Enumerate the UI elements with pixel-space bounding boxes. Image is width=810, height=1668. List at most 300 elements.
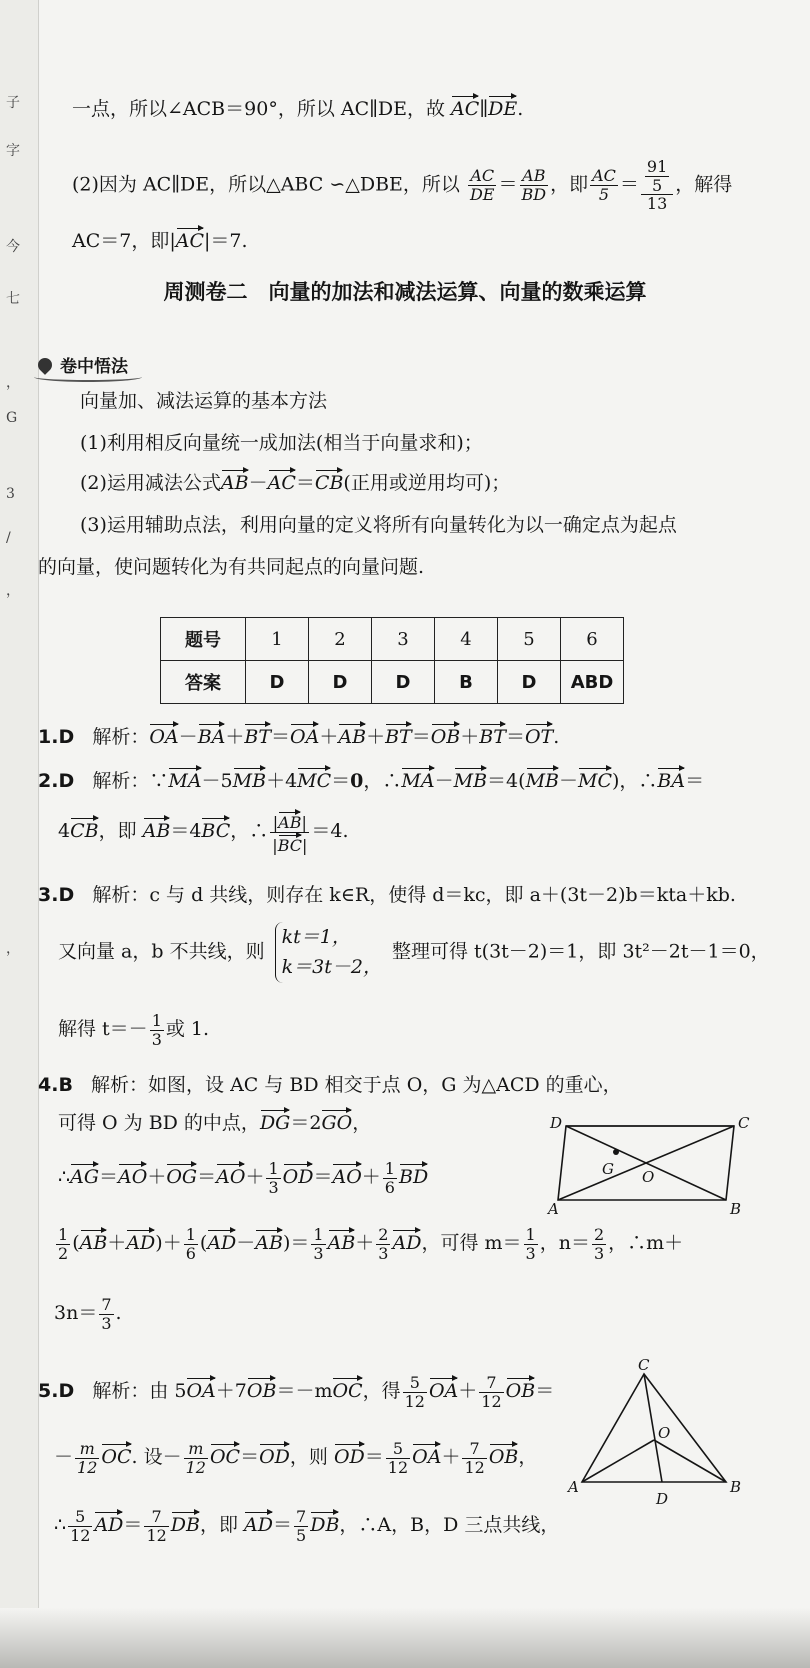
text: ＋ bbox=[355, 1232, 375, 1255]
vector: BC bbox=[201, 816, 230, 842]
numerator: AC bbox=[592, 166, 616, 186]
table-row bbox=[161, 618, 624, 661]
vector: BT bbox=[479, 722, 506, 748]
text: 可得 O 为 BD 的中点， bbox=[58, 1112, 260, 1134]
numerator: |AB| bbox=[270, 810, 309, 833]
equation: kt＝1， bbox=[281, 926, 351, 948]
text: |＝7. bbox=[204, 230, 248, 252]
numerator: 1 bbox=[313, 1225, 324, 1244]
text: ＋ bbox=[458, 1380, 478, 1403]
vector: OA bbox=[186, 1376, 215, 1402]
text: ＝ bbox=[331, 770, 351, 792]
text: ＋ bbox=[361, 1166, 381, 1189]
method-tag bbox=[38, 352, 128, 377]
text: － bbox=[236, 1232, 256, 1255]
vector: OA bbox=[412, 1442, 441, 1468]
vector: AB bbox=[143, 816, 171, 842]
text: ＝－m bbox=[276, 1380, 333, 1403]
vector: OC bbox=[332, 1376, 362, 1402]
numerator: 7 bbox=[144, 1508, 168, 1527]
text: ( bbox=[72, 1232, 80, 1255]
segment-ob bbox=[654, 1440, 726, 1482]
fraction bbox=[524, 1226, 538, 1262]
denominator: 12 bbox=[70, 1525, 91, 1545]
text: ＋ bbox=[245, 1166, 265, 1189]
text: 又向量 a，b 不共线，则 bbox=[58, 940, 265, 963]
denominator: 5 bbox=[652, 175, 663, 195]
header-cell: 题号 bbox=[161, 618, 246, 661]
vector: AO bbox=[216, 1162, 245, 1188]
method-intro: 向量加、减法运算的基本方法 bbox=[80, 390, 328, 412]
prev-line-3 bbox=[72, 226, 248, 253]
denominator: 5 bbox=[296, 1525, 307, 1545]
text: )＝ bbox=[282, 1232, 310, 1255]
text: ＋ bbox=[225, 726, 245, 748]
numerator: AB bbox=[520, 167, 549, 186]
text: ，可得 m＝ bbox=[421, 1232, 522, 1255]
text: ＝ bbox=[685, 770, 705, 792]
label-b: B bbox=[730, 1478, 742, 1496]
q4-line-2 bbox=[58, 1108, 371, 1135]
numerator: 2 bbox=[593, 1225, 605, 1244]
text: － bbox=[54, 1446, 74, 1469]
text: ，n＝ bbox=[539, 1232, 590, 1255]
vector: OB bbox=[506, 1376, 536, 1402]
prev-line-2 bbox=[72, 158, 732, 213]
text: . bbox=[517, 98, 524, 120]
text: ，则 bbox=[289, 1446, 334, 1469]
vector: DB bbox=[310, 1510, 339, 1536]
question-cell: 2 bbox=[309, 618, 372, 661]
vector: OA bbox=[149, 722, 178, 748]
text: ∴ bbox=[58, 1166, 71, 1189]
text: ， bbox=[518, 1446, 538, 1469]
label-o: O bbox=[658, 1424, 671, 1442]
text: － bbox=[248, 472, 268, 494]
vector: AC bbox=[176, 226, 204, 252]
vector: MC bbox=[578, 766, 612, 792]
answer-cell: ABD bbox=[561, 661, 624, 704]
numerator bbox=[641, 158, 673, 195]
text: ，∴A，B，D 三点共线， bbox=[339, 1514, 560, 1537]
text: ， bbox=[352, 1112, 372, 1134]
text: ＝ bbox=[498, 173, 518, 196]
q2-line-1 bbox=[38, 766, 704, 793]
vector: GO bbox=[321, 1108, 352, 1134]
vector: AD bbox=[126, 1228, 155, 1254]
label-d: D bbox=[550, 1114, 563, 1132]
vector: BA bbox=[657, 766, 685, 792]
numerator: 1 bbox=[185, 1225, 196, 1244]
text: ＝4. bbox=[311, 820, 349, 843]
text: ＝ bbox=[535, 1380, 555, 1403]
page-bottom-shadow bbox=[0, 1608, 810, 1668]
vector: OC bbox=[210, 1442, 240, 1468]
denominator: 5 bbox=[598, 184, 610, 204]
text: (正用或逆用均可)； bbox=[343, 472, 511, 494]
header-cell: 答案 bbox=[161, 661, 246, 704]
fraction bbox=[99, 1296, 113, 1332]
fraction bbox=[266, 1160, 280, 1196]
q5-line-1 bbox=[38, 1374, 554, 1410]
text: ＝ bbox=[411, 726, 431, 748]
vector: OB bbox=[489, 1442, 519, 1468]
vector: AC bbox=[451, 94, 479, 120]
vector: OG bbox=[166, 1162, 197, 1188]
vector: MC bbox=[297, 766, 331, 792]
text: (2)因为 AC∥DE，所以△ABC ∽△DBE，所以 bbox=[72, 173, 460, 196]
method-3b: 的向量，使问题转化为有共同起点的向量问题. bbox=[38, 556, 425, 578]
text: ，即 bbox=[200, 1514, 245, 1537]
text: ＋ bbox=[107, 1232, 127, 1255]
gutter-mark: 3 bbox=[6, 486, 15, 502]
question-cell: 4 bbox=[435, 618, 498, 661]
denominator: 6 bbox=[185, 1243, 196, 1263]
text: 3n＝ bbox=[54, 1302, 98, 1325]
vector: OD bbox=[334, 1442, 365, 1468]
text: ＋ bbox=[366, 726, 386, 748]
text: ( bbox=[199, 1232, 208, 1255]
text: )，∴ bbox=[612, 770, 658, 792]
label-d: D bbox=[656, 1490, 669, 1508]
label-c: C bbox=[738, 1114, 750, 1132]
text: － bbox=[178, 726, 198, 748]
text: . 设－ bbox=[131, 1446, 182, 1469]
numerator: 7 bbox=[101, 1295, 112, 1314]
fraction bbox=[311, 1226, 325, 1262]
answer-cell: D bbox=[498, 661, 561, 704]
vector: AD bbox=[94, 1510, 123, 1536]
vector: AC bbox=[268, 468, 296, 494]
text: ＝ bbox=[123, 1514, 143, 1537]
denominator: BD bbox=[521, 184, 547, 204]
fraction bbox=[294, 1508, 308, 1544]
gutter-mark: 字 bbox=[6, 143, 20, 159]
text: ∴ bbox=[54, 1514, 67, 1537]
numerator: 2 bbox=[378, 1225, 389, 1244]
label-b: B bbox=[730, 1200, 742, 1218]
text: ＝4( bbox=[487, 770, 526, 792]
question-number: 2.D bbox=[38, 770, 75, 792]
q4-line-3 bbox=[58, 1160, 428, 1196]
text: ＝ bbox=[273, 1514, 293, 1537]
fraction bbox=[468, 167, 497, 203]
gutter-mark: ， bbox=[6, 583, 20, 599]
vector: MB bbox=[526, 766, 559, 792]
numerator: 7 bbox=[479, 1374, 503, 1393]
fraction bbox=[383, 1160, 397, 1196]
label-a: A bbox=[548, 1200, 559, 1218]
text: ＝ bbox=[364, 1446, 384, 1469]
equation: k＝3t－2， bbox=[281, 956, 382, 979]
answer-table bbox=[160, 617, 624, 704]
text: 解析： bbox=[92, 726, 150, 748]
prev-line-1 bbox=[72, 94, 523, 121]
fraction bbox=[590, 167, 618, 203]
question-cell: 1 bbox=[246, 618, 309, 661]
denominator: 12 bbox=[464, 1457, 485, 1477]
triangle-abc bbox=[582, 1374, 726, 1482]
vector: AB bbox=[255, 1228, 283, 1254]
vector: AD bbox=[244, 1510, 273, 1536]
label-a: A bbox=[568, 1478, 579, 1496]
vector: AB bbox=[221, 468, 249, 494]
vector: AO bbox=[118, 1162, 147, 1188]
vector: OB bbox=[431, 722, 461, 748]
vector: AO bbox=[332, 1162, 361, 1188]
text: ＝4 bbox=[170, 820, 202, 843]
denominator: 6 bbox=[384, 1177, 395, 1197]
fraction bbox=[403, 1374, 427, 1410]
q1-line bbox=[38, 722, 559, 749]
table-row bbox=[161, 661, 624, 704]
vector: AB bbox=[328, 1228, 356, 1254]
fraction bbox=[270, 810, 309, 854]
denominator: 12 bbox=[481, 1391, 502, 1411]
fraction bbox=[184, 1440, 208, 1476]
fraction bbox=[56, 1226, 70, 1262]
vector: DB bbox=[171, 1510, 200, 1536]
vector: MB bbox=[233, 766, 266, 792]
denominator: 3 bbox=[378, 1243, 389, 1263]
text: . bbox=[115, 1302, 122, 1325]
label-c: C bbox=[638, 1356, 650, 1374]
section-title: 周测卷二 向量的加法和减法运算、向量的数乘运算 bbox=[163, 280, 647, 304]
q4-line-4 bbox=[54, 1226, 683, 1262]
question-cell: 3 bbox=[372, 618, 435, 661]
question-number: 4.B bbox=[38, 1074, 73, 1096]
text: ＋ bbox=[460, 726, 480, 748]
answer-cell: D bbox=[309, 661, 372, 704]
text: 0 bbox=[350, 770, 364, 792]
q3-line-3 bbox=[58, 1012, 209, 1048]
answer-cell: D bbox=[372, 661, 435, 704]
compound-fraction bbox=[641, 158, 673, 213]
text: ＋ bbox=[147, 1166, 167, 1189]
denominator: 3 bbox=[151, 1029, 162, 1049]
vector: AB bbox=[338, 722, 366, 748]
text: 解得 t＝－ bbox=[58, 1018, 148, 1041]
numerator: 1 bbox=[151, 1011, 162, 1030]
vector: MA bbox=[168, 766, 201, 792]
answer-cell: B bbox=[435, 661, 498, 704]
q5-line-3 bbox=[54, 1508, 559, 1544]
denominator: 3 bbox=[313, 1243, 324, 1263]
denominator: |BC| bbox=[270, 833, 309, 855]
vector: BT bbox=[385, 722, 412, 748]
text: 或 1. bbox=[165, 1018, 210, 1041]
vector: BA bbox=[198, 722, 226, 748]
equation-system bbox=[275, 922, 382, 983]
denominator: 3 bbox=[593, 1243, 605, 1263]
numerator: 7 bbox=[462, 1440, 486, 1459]
text: 解析：c 与 d 共线，则存在 k∈R，使得 d＝kc，即 a＋(3t－2)b＝kta＋kb. bbox=[92, 884, 736, 906]
numerator: 5 bbox=[68, 1508, 92, 1527]
fraction bbox=[386, 1440, 410, 1476]
gutter-mark: ， bbox=[6, 375, 20, 391]
vector: OD bbox=[259, 1442, 290, 1468]
gutter-mark: 今 bbox=[6, 239, 20, 255]
text: ，解得 bbox=[675, 173, 733, 196]
text: ＋ bbox=[441, 1446, 461, 1469]
text: ，∴m＋ bbox=[608, 1232, 684, 1255]
q3-line-2 bbox=[58, 922, 770, 983]
text: ＝2 bbox=[290, 1112, 322, 1134]
answer-cell: D bbox=[246, 661, 309, 704]
text: ＝ bbox=[271, 726, 291, 748]
text: ，即 bbox=[550, 173, 589, 196]
numerator: 5 bbox=[386, 1440, 410, 1459]
text: －5 bbox=[201, 770, 233, 792]
fraction bbox=[376, 1226, 390, 1262]
vector: MB bbox=[454, 766, 487, 792]
vector: CB bbox=[315, 468, 344, 494]
denominator: DE bbox=[469, 184, 495, 204]
text: ∥ bbox=[479, 98, 489, 120]
q2-line-2 bbox=[58, 810, 349, 854]
tag-label: 卷中悟法 bbox=[60, 357, 128, 377]
denominator: 3 bbox=[268, 1177, 279, 1197]
gutter-mark: 子 bbox=[6, 95, 20, 111]
vector: OA bbox=[290, 722, 319, 748]
vector: AD bbox=[392, 1228, 421, 1254]
denominator: 2 bbox=[58, 1243, 69, 1263]
text: (2)运用减法公式 bbox=[80, 472, 221, 494]
numerator: m bbox=[75, 1440, 99, 1459]
fraction bbox=[462, 1440, 486, 1476]
vector: AB bbox=[278, 810, 301, 832]
text: 一点，所以∠ACB＝90°，所以 AC∥DE，故 bbox=[72, 98, 452, 120]
vector: OT bbox=[525, 722, 553, 748]
question-number: 3.D bbox=[38, 884, 75, 906]
text: － bbox=[558, 770, 578, 792]
text: 解析：由 5 bbox=[92, 1380, 187, 1403]
vector: DG bbox=[260, 1108, 290, 1134]
denominator: 3 bbox=[101, 1313, 112, 1333]
text: ＝ bbox=[295, 472, 315, 494]
q3-line-1 bbox=[38, 880, 736, 907]
text: ＋7 bbox=[215, 1380, 247, 1403]
denominator: 12 bbox=[185, 1457, 206, 1477]
q4-line-1 bbox=[38, 1070, 622, 1097]
vector: BD bbox=[399, 1162, 428, 1188]
numerator: 5 bbox=[403, 1374, 427, 1393]
vector: AG bbox=[70, 1162, 99, 1188]
parallelogram-figure bbox=[548, 1112, 748, 1218]
fraction bbox=[184, 1226, 198, 1262]
gutter-mark: G bbox=[6, 410, 18, 426]
method-2 bbox=[80, 468, 510, 495]
text: 4 bbox=[58, 820, 71, 843]
vector: AD bbox=[207, 1228, 236, 1254]
numerator: 1 bbox=[525, 1225, 536, 1244]
label-o: O bbox=[642, 1168, 655, 1186]
question-number: 1.D bbox=[38, 726, 75, 748]
vector: BC bbox=[278, 833, 302, 855]
numerator: 91 bbox=[646, 157, 668, 176]
swoosh-decoration bbox=[34, 372, 142, 382]
text: )＋ bbox=[155, 1232, 182, 1255]
point-g bbox=[613, 1149, 619, 1155]
text: 整理可得 t(3t－2)＝1，即 3t²－2t－1＝0， bbox=[392, 940, 770, 963]
fraction bbox=[479, 1374, 503, 1410]
numerator: 1 bbox=[384, 1159, 395, 1178]
vector: OB bbox=[247, 1376, 277, 1402]
text: 解析：如图，设 AC 与 BD 相交于点 O，G 为△ACD 的重心， bbox=[91, 1074, 622, 1096]
left-gutter bbox=[0, 0, 39, 1668]
method-3a: (3)运用辅助点法，利用向量的定义将所有向量转化为以一确定点为起点 bbox=[80, 514, 677, 536]
text: ＝ bbox=[313, 1166, 333, 1189]
segment-ao bbox=[582, 1440, 654, 1482]
question-cell: 5 bbox=[498, 618, 561, 661]
q4-line-5 bbox=[54, 1296, 122, 1332]
vector: OA bbox=[429, 1376, 458, 1402]
text: ＋4 bbox=[266, 770, 298, 792]
text: ＝ bbox=[240, 1446, 260, 1469]
fraction bbox=[645, 158, 669, 194]
fraction bbox=[150, 1012, 164, 1048]
method-1: (1)利用相反向量统一成加法(相当于向量求和)； bbox=[80, 432, 483, 454]
gutter-mark: ， bbox=[6, 941, 20, 957]
vector: CB bbox=[70, 816, 99, 842]
label-g: G bbox=[602, 1160, 614, 1178]
denominator: 12 bbox=[77, 1457, 98, 1477]
fraction bbox=[144, 1508, 168, 1544]
diagonal-db bbox=[566, 1126, 726, 1200]
question-number: 5.D bbox=[38, 1380, 75, 1403]
numerator: m bbox=[184, 1440, 208, 1459]
denominator: 12 bbox=[404, 1391, 425, 1411]
numerator: AC bbox=[468, 167, 497, 186]
numerator: 1 bbox=[268, 1159, 279, 1178]
text: AC＝7，即| bbox=[72, 230, 176, 252]
text: ，∴ bbox=[230, 820, 269, 843]
numerator: 1 bbox=[58, 1225, 69, 1244]
denominator: 12 bbox=[387, 1457, 409, 1477]
vector: MA bbox=[401, 766, 434, 792]
text: ，即 bbox=[98, 820, 143, 843]
text: ＋ bbox=[319, 726, 339, 748]
text: ＝ bbox=[505, 726, 525, 748]
numerator: 7 bbox=[296, 1507, 307, 1526]
text: ，得 bbox=[362, 1380, 401, 1403]
denominator: 13 bbox=[646, 194, 668, 214]
vector: AB bbox=[80, 1228, 108, 1254]
gutter-mark: / bbox=[6, 530, 11, 546]
text: ＝ bbox=[619, 173, 639, 196]
denominator: 3 bbox=[525, 1243, 536, 1263]
denominator: 12 bbox=[146, 1525, 167, 1545]
question-cell: 6 bbox=[561, 618, 624, 661]
fraction bbox=[520, 167, 549, 203]
vector: BT bbox=[244, 722, 271, 748]
text: ＝ bbox=[197, 1166, 217, 1189]
fraction bbox=[592, 1226, 606, 1262]
vector: DE bbox=[488, 94, 517, 120]
vector: OD bbox=[283, 1162, 314, 1188]
text: 解析：∵ bbox=[92, 770, 169, 792]
text: － bbox=[434, 770, 454, 792]
text: ＝ bbox=[99, 1166, 119, 1189]
text: . bbox=[553, 726, 560, 748]
vector: OC bbox=[101, 1442, 131, 1468]
q5-line-2 bbox=[54, 1440, 537, 1476]
triangle-figure bbox=[566, 1358, 746, 1516]
fraction bbox=[75, 1440, 99, 1476]
gutter-mark: 七 bbox=[6, 291, 20, 307]
fraction bbox=[68, 1508, 92, 1544]
text: ，∴ bbox=[363, 770, 402, 792]
